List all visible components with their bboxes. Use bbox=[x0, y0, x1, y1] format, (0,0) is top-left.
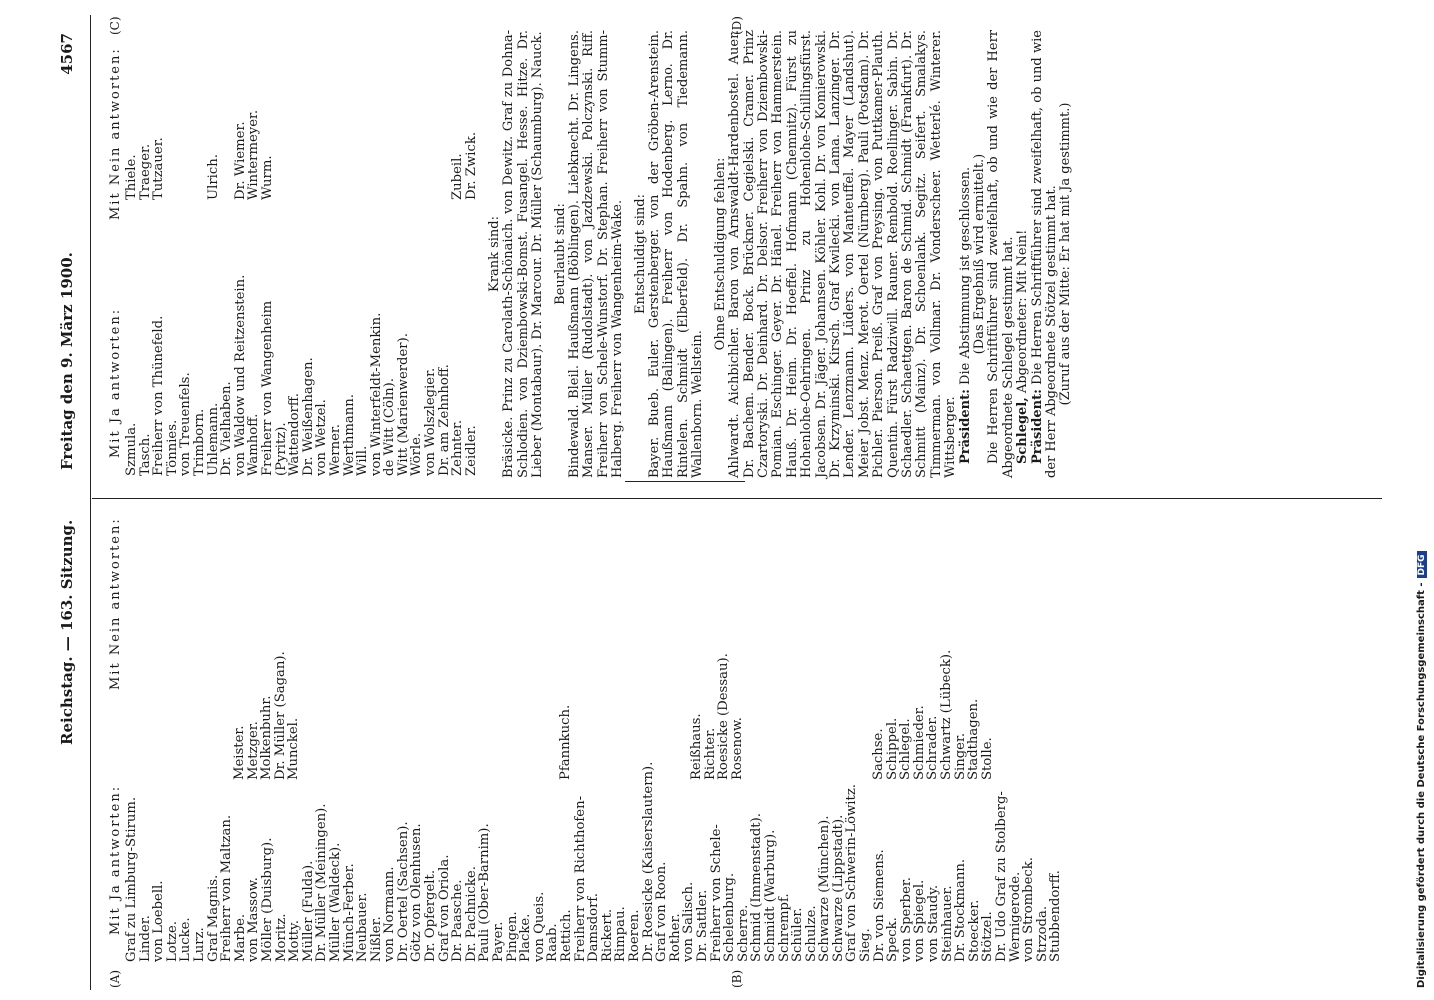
schriftfuehrer-paragraph: Die Herren Schriftführer sind zweifelhaft, ob und wie der Herr Abgeordnete Schlegel gestimmt hat. bbox=[986, 30, 1016, 478]
member-name: Steinhauer. bbox=[939, 885, 955, 962]
member-name: Pfannkuch. bbox=[558, 704, 573, 780]
margin-mark-b: (B) bbox=[730, 969, 744, 988]
member-name: Stadthagen. bbox=[966, 698, 982, 780]
member-name: Munckel. bbox=[286, 717, 302, 780]
member-name: Pingen. bbox=[504, 911, 520, 962]
member-name: Schwartz (Lübeck). bbox=[938, 649, 954, 780]
member-name: Scherre. bbox=[735, 904, 751, 962]
member-name: von Waldow und Reitzenstein. bbox=[232, 274, 248, 476]
member-name: Trimborn. bbox=[191, 408, 207, 476]
footer-text: Digitalisierung gefördert durch die Deutsche Forschungsgemeinschaft - bbox=[1416, 582, 1427, 988]
member-name: Dr. von Siemens. bbox=[871, 849, 887, 962]
member-name: Stötzel. bbox=[980, 911, 996, 962]
margin-mark-d: (D) bbox=[730, 16, 744, 35]
right-column-divider bbox=[625, 481, 745, 482]
member-name: Dr. Roesicke (Kaiserslautern). bbox=[640, 761, 656, 962]
dfg-logo: DFG bbox=[1417, 551, 1427, 578]
member-name: von Sperber. bbox=[898, 877, 914, 962]
member-name bbox=[166, 110, 180, 200]
member-name: Lucke. bbox=[178, 917, 194, 962]
right-nein-list bbox=[125, 110, 478, 200]
member-name bbox=[315, 110, 329, 200]
krank-text: Bräsicke. Prinz zu Carolath-Schönaich. von Dewitz. Graf zu Dohna-Schlodien. von Dziembowski-Bomst. Fusangel. Hesse. Hitze. Dr. Lieber (Montabaur). Dr. Marcour. Dr. Müller (Schaumburg). Nauck. bbox=[501, 30, 546, 478]
member-name: Szmula. bbox=[124, 422, 139, 476]
ohne-text: Ahlwardt. Aichbichler. Baron von Arnswaldt-Hardenbostel. Auer. Dr. Bachem. Bender. Bock. Brückner. Cegielski. Cramer. Prinz Czartoryski. Dr. Deinhard. Dr. Delsor. Freiherr von Dziembowski-Pomian. Eschinger. Geyer. Dr. Hänel. Freiherr von Hammerstein. Hauß. Dr. Heim. Dr. Hoeffel. Hofmann (Chemnitz). Fürst zu Hohenlohe-Oehringen. Prinz zu Hohenlohe-Schillingsfürst. Jacobsen. Dr. Jäger. Johannsen. Köhler. Kohl. Dr. von Komierowski. Dr. Krzyminski. Kirsch. Graf Kwilecki. von Lama. Lanzinger. Dr. Lender. Lenzmann. Lüders. von Manteuffel. Mayer (Landshut). Meier Jobst. Menz. Merot. Oertel (Nürnberg). Pauli (Potsdam). Dr. Pichler. Pierson. Preiß. Graf von Preysing. von Puttkamer-Plauth. Quentin. Fürst Radziwill. Rauner. Rembold. Roellinger. Sabin. Dr. Schaedler. Schaettgen. Baron de Schmid. Schmidt (Frankfurt). Dr. Schmitt (Mainz). Dr. Schoenlank. Segitz. Seifert. Smalakys. Timmerman. von Vollmar. Dr. Vonderscheer. Wetterlé. Winterer. Wittsberger. bbox=[727, 30, 959, 478]
member-name: von Staudy. bbox=[926, 884, 942, 962]
left-nein-list-2 bbox=[559, 705, 573, 780]
member-name: Graf von Roon. bbox=[654, 861, 670, 962]
member-name: Singer. bbox=[952, 732, 968, 780]
member-name bbox=[288, 110, 302, 200]
member-name: von Loebell. bbox=[151, 880, 167, 962]
header-date: Freitag den 9. März 1900. bbox=[58, 252, 76, 470]
member-name: Graf von Oriola. bbox=[436, 854, 452, 962]
member-name: Schmidt (Warburg). bbox=[762, 829, 778, 962]
member-name: Motty. bbox=[287, 920, 303, 962]
member-name bbox=[275, 110, 289, 200]
member-name: Götz von Olenhusen. bbox=[409, 823, 425, 962]
member-name: Schrader. bbox=[925, 715, 941, 780]
member-name bbox=[302, 110, 316, 200]
member-name: Dr. Oertel (Sachsen). bbox=[395, 821, 411, 962]
member-name: Dr. Pachnicke. bbox=[463, 866, 479, 962]
member-name: Pauli (Ober-Barnim). bbox=[477, 823, 493, 962]
entschuldigt-text: Bayer. Bueb. Euler. Gerstenberger. von der Gröben-Arenstein. Haußmann (Balingen). Freiherr von Hodenberg. Lerno. Dr. Rintelen. Schmidt (Elberfeld). Dr. Spahn. von Tiedemann. Wallenborn. Wellstein. bbox=[647, 30, 706, 478]
member-name: Lurz. bbox=[191, 927, 207, 962]
nein-heading-right: Mit Nein antworten: bbox=[108, 47, 123, 220]
member-name: Schrempf. bbox=[776, 893, 792, 962]
member-name: von Wetzel. bbox=[314, 399, 330, 476]
member-name: Reißhaus. bbox=[689, 713, 704, 780]
member-name: Schmid (Immenstadt). bbox=[749, 813, 765, 962]
member-name: Linder. bbox=[137, 915, 153, 962]
left-nein-list-4 bbox=[872, 650, 994, 780]
beurlaubt-heading: Beurlaubt sind: bbox=[552, 203, 568, 305]
schlegel-label: Schlegel, bbox=[1015, 397, 1031, 464]
member-name: Meister. bbox=[232, 725, 247, 780]
absence-lists bbox=[488, 30, 1074, 478]
schlegel-statement: Abgeordneter: Mit Nein! bbox=[1015, 229, 1031, 394]
member-name: Stolle. bbox=[979, 737, 995, 780]
member-name: Schüler. bbox=[790, 907, 806, 962]
header-session: Reichstag. — 163. Sitzung. bbox=[58, 519, 76, 745]
ohne-heading: Ohne Entschuldigung fehlen: bbox=[712, 157, 728, 351]
member-name bbox=[220, 110, 234, 200]
member-name: Graf von Schwerin-Löwitz. bbox=[844, 784, 860, 962]
page-header bbox=[58, 15, 84, 990]
member-name: Müller (Waldeck). bbox=[327, 842, 343, 962]
member-name: Werthmann. bbox=[341, 394, 357, 476]
member-name: Graf zu Limburg-Stirum. bbox=[124, 796, 139, 962]
member-name: von Wolszlegier. bbox=[423, 367, 439, 476]
member-name: Rimpau. bbox=[613, 906, 629, 962]
member-name: Neubauer. bbox=[355, 892, 371, 962]
member-name: Dr. Stockmann. bbox=[953, 858, 969, 962]
member-name bbox=[397, 110, 411, 200]
member-name: Ulrich. bbox=[205, 154, 221, 200]
member-name: Sachse. bbox=[871, 728, 886, 780]
member-name: von Treuenfels. bbox=[178, 372, 194, 476]
member-name: Schlegel. bbox=[898, 718, 914, 780]
member-name: Dr. Opfergelt. bbox=[423, 869, 439, 962]
member-name: Damsdorf. bbox=[586, 893, 602, 962]
member-name: Dr. Wiemer. bbox=[232, 121, 248, 200]
member-name: Placke. bbox=[518, 913, 534, 962]
member-name: Dr. Müller (Meiningen). bbox=[314, 803, 330, 962]
member-name: Schmieder. bbox=[911, 705, 927, 780]
member-name: Dr. Weißenhagen. bbox=[300, 357, 316, 476]
member-name: (Pyritz). bbox=[273, 422, 289, 476]
ermittelt-note: (Das Ergebniß wird ermittelt.) bbox=[972, 153, 987, 355]
member-name: Traeger. bbox=[137, 143, 153, 200]
member-name: Tutzauer. bbox=[151, 137, 167, 200]
member-name: Schippel. bbox=[884, 717, 900, 780]
ja-heading-left: Mit Ja antworten: bbox=[108, 784, 123, 935]
praesident-statement-1: Die Abstimmung ist geschlossen. bbox=[957, 166, 973, 385]
member-name: Rosenow. bbox=[729, 717, 745, 780]
member-name: Thiele. bbox=[124, 154, 139, 200]
digitization-footer bbox=[1416, 12, 1432, 988]
member-name: Wintermeyer. bbox=[246, 109, 262, 200]
member-name: Strzoda. bbox=[1034, 905, 1050, 962]
member-name: Molkenbuhr. bbox=[259, 695, 275, 780]
member-name: Marbe. bbox=[232, 913, 248, 962]
member-name bbox=[179, 110, 193, 200]
member-name: Dr. Müller (Sagan). bbox=[272, 651, 288, 780]
entschuldigt-heading: Entschuldigt sind: bbox=[632, 194, 648, 315]
member-name: Freiherr von Schele- bbox=[708, 824, 724, 962]
member-name: Stoecker. bbox=[966, 899, 982, 962]
margin-mark-c: (C) bbox=[108, 16, 122, 35]
member-name bbox=[356, 110, 370, 200]
member-name: Payer. bbox=[491, 921, 507, 962]
header-rule bbox=[90, 15, 91, 990]
member-name: Witt (Marienwerder). bbox=[395, 333, 411, 476]
member-name bbox=[438, 110, 452, 200]
member-name: Rother. bbox=[667, 913, 683, 962]
member-name bbox=[424, 110, 438, 200]
member-name: Zubeil. bbox=[450, 153, 466, 200]
member-name: Freiherr von Richthofen- bbox=[572, 795, 588, 962]
member-name: von Massow. bbox=[246, 877, 262, 962]
member-name: Speck. bbox=[885, 917, 901, 962]
member-name: Will. bbox=[355, 445, 371, 476]
member-name bbox=[343, 110, 357, 200]
member-name: von Spiegel. bbox=[912, 879, 928, 962]
member-name: Münch-Ferber. bbox=[341, 863, 357, 962]
member-name bbox=[370, 110, 384, 200]
member-name: von Winterfeldt-Menkin. bbox=[368, 312, 384, 476]
member-name: Dr. Sattler. bbox=[694, 889, 710, 962]
member-name: Zehnter. bbox=[450, 419, 466, 476]
member-name: Werner. bbox=[327, 424, 343, 476]
left-nein-list-3 bbox=[690, 653, 744, 780]
praesident-label-1: Präsident: bbox=[957, 389, 973, 464]
member-name: Wörle. bbox=[409, 432, 425, 476]
member-name: Tasch. bbox=[137, 433, 153, 476]
member-name: Rickert. bbox=[599, 908, 615, 962]
left-ja-list bbox=[125, 762, 1063, 962]
member-name: Dr. Paasche. bbox=[450, 879, 466, 962]
member-name: Dr. Vielhaben. bbox=[219, 381, 235, 476]
member-name bbox=[410, 110, 424, 200]
member-name: Sieg. bbox=[858, 928, 874, 962]
member-name: Schwarze (München). bbox=[817, 815, 833, 962]
member-name: Moritz. bbox=[273, 913, 289, 962]
member-name: Freiherr von Thünefeld. bbox=[151, 315, 167, 476]
member-name: von Strombeck. bbox=[1021, 857, 1037, 962]
member-name: von Salisch. bbox=[681, 881, 697, 962]
member-name: Graf Magnis. bbox=[205, 874, 221, 962]
member-name: Roesicke (Dessau). bbox=[716, 653, 732, 780]
member-name: Zeidler. bbox=[463, 425, 479, 476]
zuruf-note: (Zuruf aus der Mitte: Er hat mit Ja gestimmt.) bbox=[1058, 102, 1074, 406]
member-name: de Witt (Cöln). bbox=[382, 378, 398, 476]
member-name: Müller (Fulda). bbox=[300, 860, 316, 962]
member-name: Wurm. bbox=[259, 155, 275, 200]
praesident-statement-2: Die Herren Schriftführer sind zweifelhaft, ob und wie der Herr Abgeordnete Stötzel gestimmt hat. bbox=[1029, 30, 1060, 478]
member-name: Wattendorff. bbox=[287, 393, 303, 476]
member-name: Möller (Duisburg). bbox=[259, 837, 275, 962]
member-name bbox=[383, 110, 397, 200]
member-name: Wernigerode. bbox=[1007, 871, 1023, 962]
member-name: Raab. bbox=[545, 923, 561, 962]
member-name: Metzger. bbox=[245, 721, 261, 780]
krank-heading: Krank sind: bbox=[487, 216, 502, 292]
margin-mark-a: (A) bbox=[108, 969, 122, 988]
member-name: Roeren. bbox=[626, 909, 642, 962]
member-name: Nißler. bbox=[368, 916, 384, 962]
ja-heading-right: Mit Ja antworten: bbox=[108, 307, 123, 458]
member-name: Freiherr von Wangenheim bbox=[259, 300, 275, 476]
member-name bbox=[329, 110, 343, 200]
header-page-number: 4567 bbox=[58, 33, 76, 75]
member-name: von Normann. bbox=[382, 866, 398, 962]
member-name: Dr. Zwick. bbox=[463, 131, 479, 200]
member-name: Richter. bbox=[702, 727, 718, 780]
member-name: Schelenburg. bbox=[722, 872, 738, 962]
nein-heading-left: Mit Nein antworten: bbox=[108, 517, 123, 690]
beurlaubt-text: Bindewald. Bleil. Haußmann (Böblingen). Liebknecht. Dr. Lingens. Manser. Müller (Rudolstadt). von Jazdzewski. Polczynski. Riff. Freiherr von Schele-Wunstorf. Dr. Stephan. Freiherr von Stumm-Halberg. Freiherr von Wangenheim-Wake. bbox=[567, 30, 626, 478]
left-nein-list-1 bbox=[233, 651, 301, 780]
member-name: Schulze. bbox=[803, 905, 819, 962]
member-name: Tönnies. bbox=[164, 419, 180, 476]
member-name: von Queis. bbox=[531, 891, 547, 962]
right-ja-list bbox=[125, 275, 478, 476]
member-name: Freiherr von Maltzan. bbox=[219, 814, 235, 962]
praesident-label-2: Präsident: bbox=[1029, 389, 1045, 464]
member-name: Dr. am Zehnhoff. bbox=[436, 364, 452, 476]
member-name: Schwarze (Lippstadt). bbox=[830, 814, 846, 962]
member-name bbox=[193, 110, 207, 200]
member-name: Lotze. bbox=[164, 921, 180, 962]
member-name: Stubbendorff. bbox=[1048, 870, 1064, 962]
member-name: Wamhoff. bbox=[246, 413, 262, 476]
column-divider bbox=[92, 498, 1382, 499]
member-name: Uhlemann. bbox=[205, 402, 221, 476]
member-name: Dr. Udo Graf zu Stolberg- bbox=[994, 791, 1009, 962]
member-name: Rettich. bbox=[559, 909, 574, 962]
rotated-print-page bbox=[10, 15, 1405, 990]
